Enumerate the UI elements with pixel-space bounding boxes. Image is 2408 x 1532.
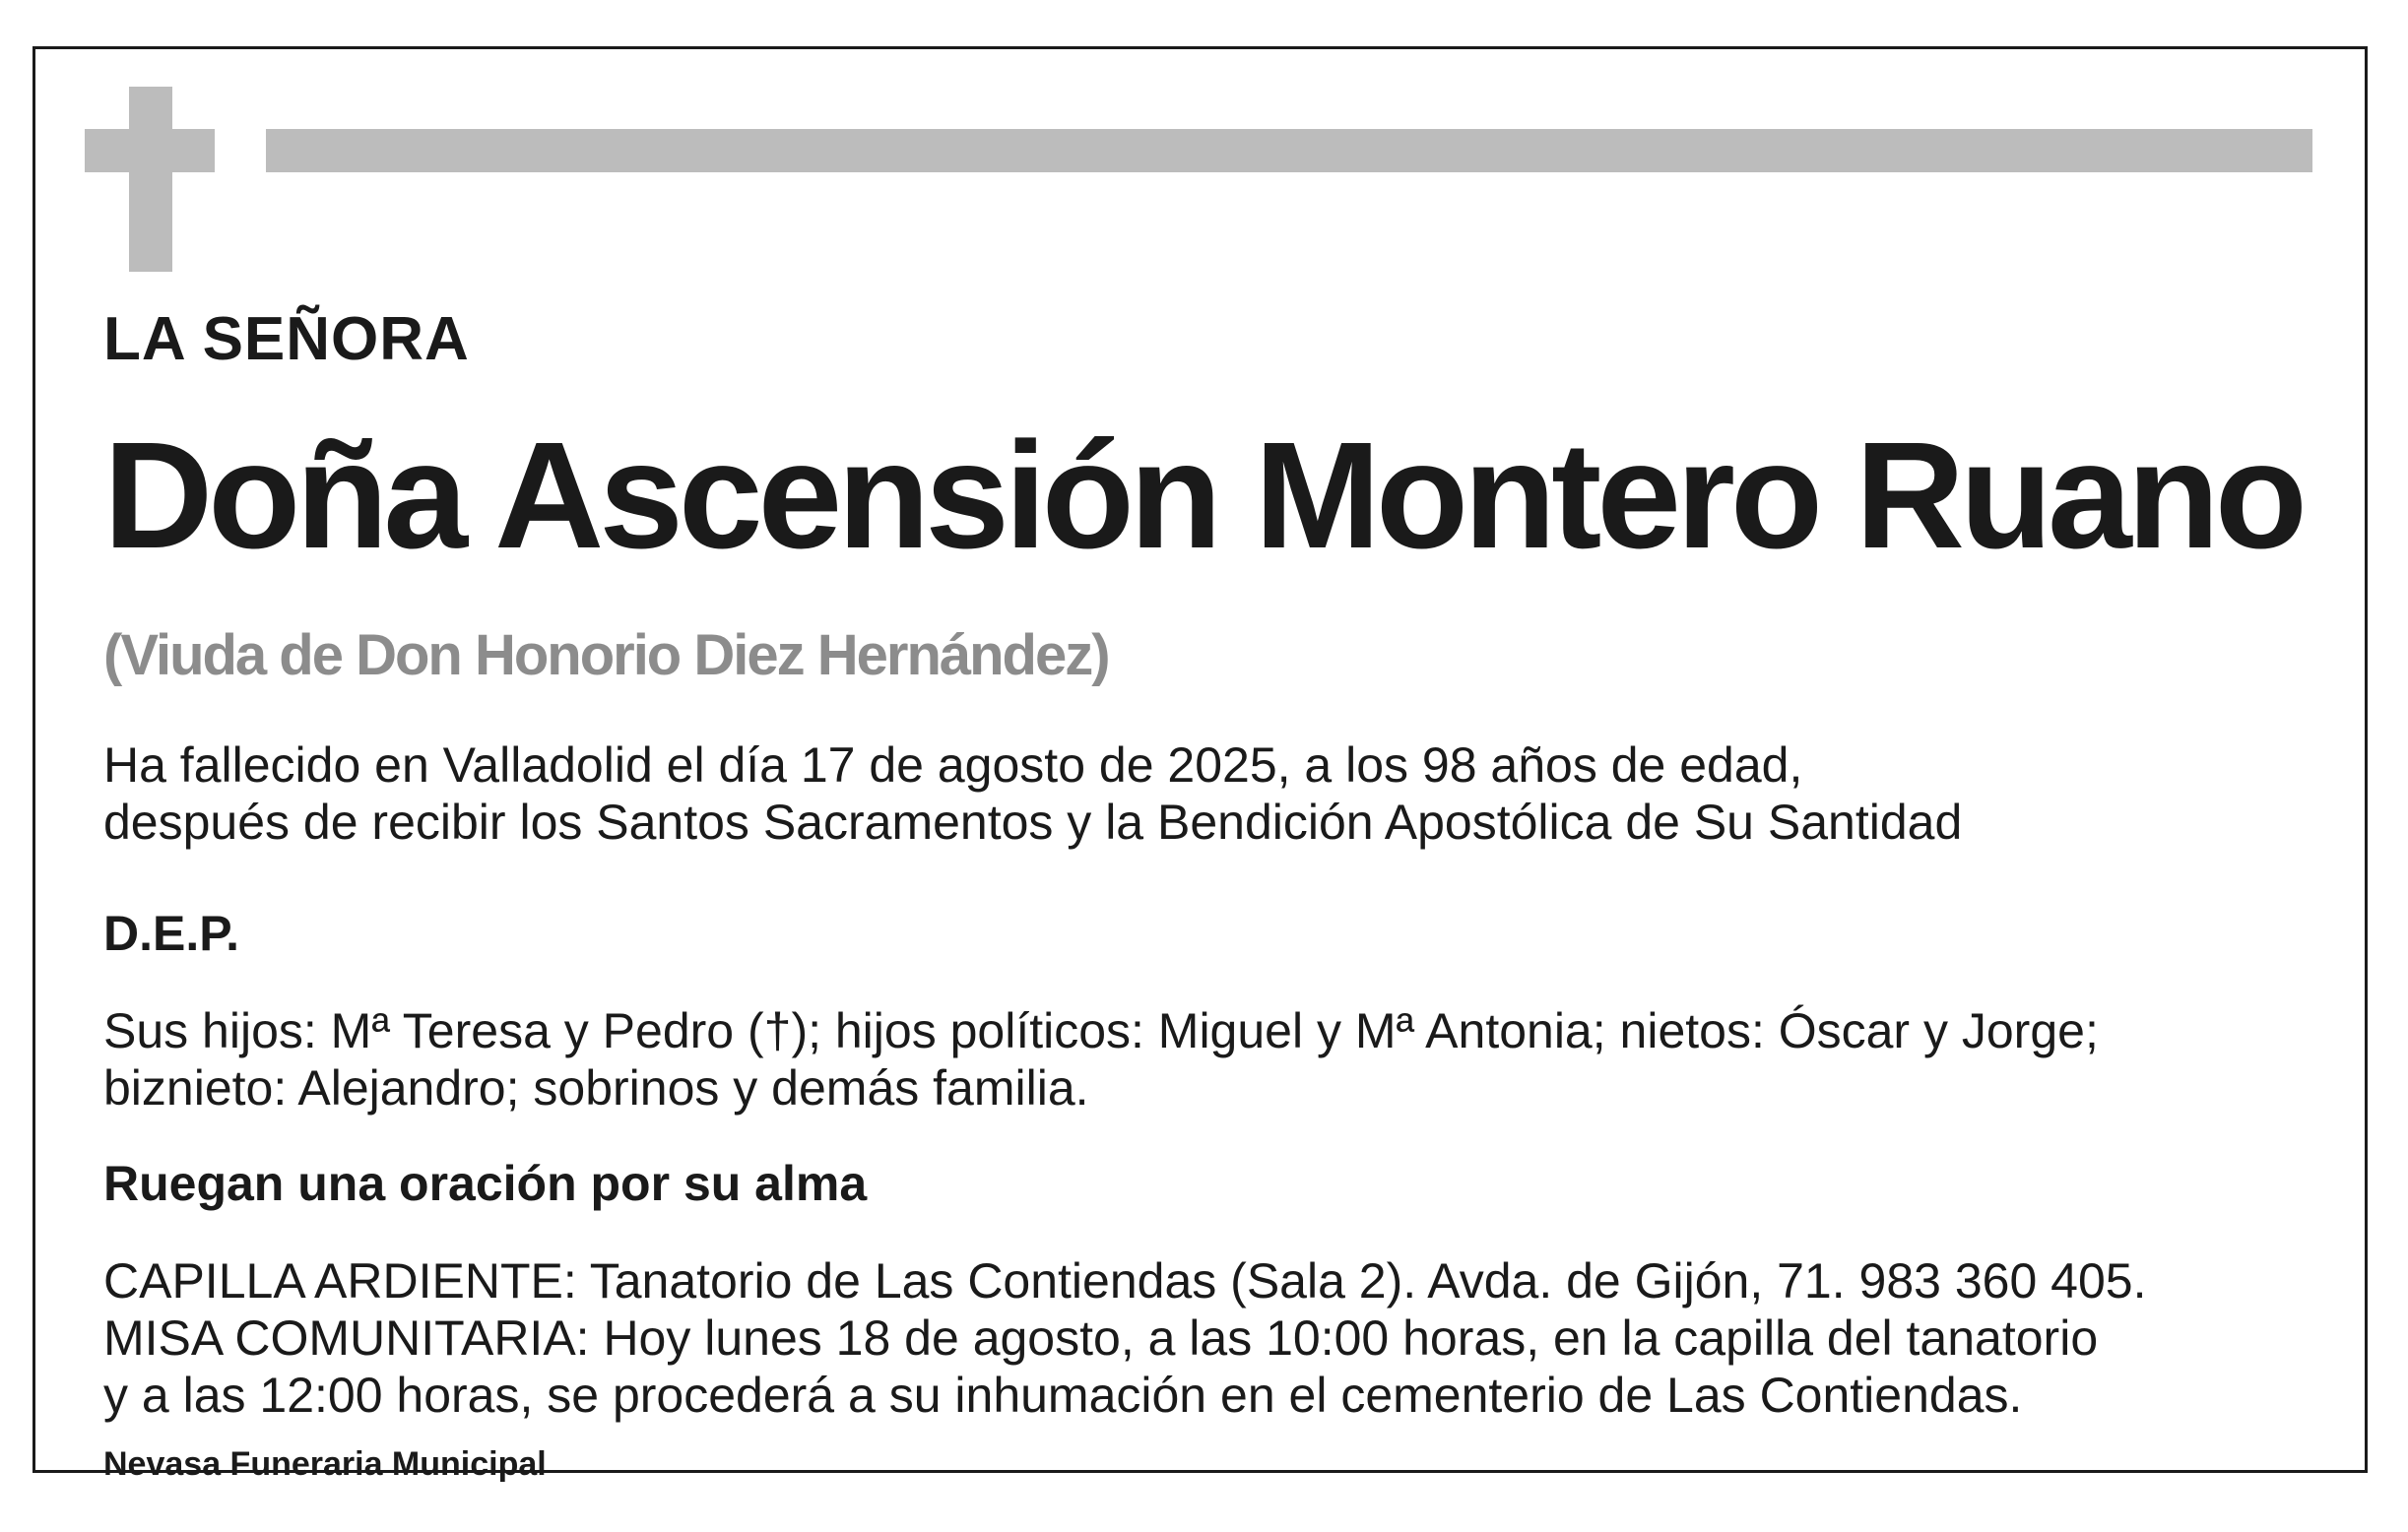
rip-abbreviation: D.E.P. (103, 906, 240, 961)
deceased-name: Doña Ascensión Montero Ruano (103, 411, 2303, 580)
widow-of: (Viuda de Don Honorio Diez Hernández) (103, 623, 1109, 687)
honorific: LA SEÑORA (103, 305, 470, 373)
funeral-home: Nevasa Funeraria Municipal (103, 1445, 547, 1483)
death-notice (103, 736, 1962, 851)
death-notice-line: Ha fallecido en Valladolid el día 17 de agosto de 2025, a los 98 años de edad, (103, 737, 1803, 793)
family-list (103, 1002, 2099, 1117)
header-rule (266, 129, 2312, 172)
service-details (103, 1252, 2146, 1424)
family-line: Sus hijos: Mª Teresa y Pedro (†); hijos políticos: Miguel y Mª Antonia; nietos: Óscar y Jorge; (103, 1003, 2099, 1058)
service-line: y a las 12:00 horas, se procederá a su inhumación en el cementerio de Las Contiendas. (103, 1368, 2023, 1423)
prayer-request: Ruegan una oración por su alma (103, 1156, 868, 1211)
service-line: MISA COMUNITARIA: Hoy lunes 18 de agosto, a las 10:00 horas, en la capilla del tanatorio (103, 1310, 2099, 1366)
death-notice-line: después de recibir los Santos Sacramentos y la Bendición Apostólica de Su Santidad (103, 795, 1963, 850)
family-line: biznieto: Alejandro; sobrinos y demás familia. (103, 1060, 1089, 1116)
service-line: CAPILLA ARDIENTE: Tanatorio de Las Contiendas (Sala 2). Avda. de Gijón, 71. 983 360 405. (103, 1253, 2147, 1309)
